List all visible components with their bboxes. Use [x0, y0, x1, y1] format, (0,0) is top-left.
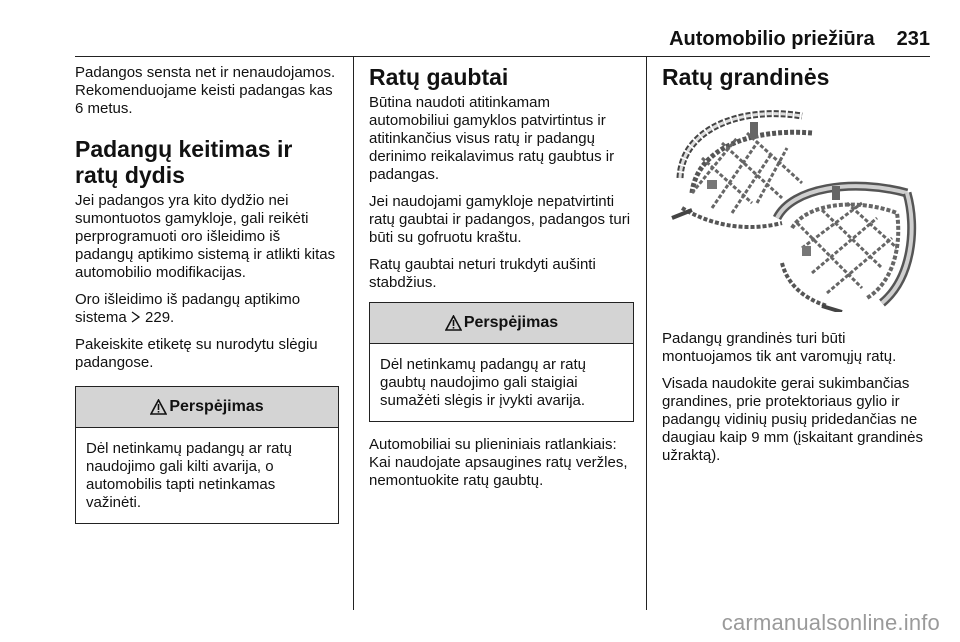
warning-title: Perspėjimas	[463, 314, 559, 331]
paragraph: Būtina naudoti atitinkamam automobiliui gamyklos patvirtintus ir atitinkančius visus ratų ir padangų derinimo reikalavimus ratų gaubtus ir padangas.	[369, 94, 615, 183]
warning-triangle-icon	[445, 315, 462, 331]
header-title: Automobilio priežiūra	[669, 28, 875, 50]
header-rule	[75, 56, 930, 57]
paragraph-text: Oro išleidimo iš padangų aptikimo sistema	[75, 291, 301, 326]
paragraph	[75, 291, 339, 327]
column-3	[662, 64, 930, 474]
paragraph: Jei naudojami gamykloje nepatvirtinti ratų gaubtai ir padangos, padangos turi būti su gofruotu kraštu.	[369, 193, 631, 246]
page-reference-link[interactable]: 229.	[145, 309, 175, 326]
paragraph: Automobiliai su plieniniais ratlankiais: Kai naudojate apsaugines ratų veržles, nemontuokite ratų gaubtų.	[369, 436, 628, 489]
warning-box	[369, 302, 634, 422]
paragraph: Visada naudokite gerai sukimbančias grandines, prie protektoriaus gylio ir padangų vidinių pusių pridedančias ne daugiau kaip 9 mm (įskaitant grandinės užraktą).	[662, 375, 923, 464]
warning-header	[76, 387, 338, 428]
warning-header	[370, 303, 633, 344]
warning-body	[76, 428, 338, 523]
paragraph: Ratų gaubtai neturi trukdyti aušinti stabdžius.	[369, 256, 596, 291]
snow-chains-illustration	[662, 98, 924, 312]
section-title-snow-chains: Ratų grandinės	[662, 64, 830, 90]
paragraph: Pakeiskite etiketę su nurodytu slėgiu padangose.	[75, 336, 318, 371]
watermark: carmanualsonline.info	[721, 610, 940, 635]
warning-body	[370, 344, 633, 421]
section-title-tyre-change: Padangų keitimas ir ratų dydis	[75, 136, 293, 188]
column-divider-1	[353, 56, 354, 610]
warning-triangle-icon	[150, 399, 167, 415]
page-number: 231	[896, 28, 930, 50]
snow-chains-image	[662, 98, 924, 312]
paragraph: Jei padangos yra kito dydžio nei sumontuotos gamykloje, gali reikėti perprogramuoti oro išleidimo iš padangų aptikimo sistemą ir atlikti kitas automobilio modifikacijas.	[75, 192, 336, 281]
page-reference-arrow-icon	[131, 309, 141, 326]
warning-box	[75, 386, 339, 524]
warning-title: Perspėjimas	[169, 398, 264, 415]
section-title-wheel-covers: Ratų gaubtai	[369, 64, 509, 90]
column-1	[75, 64, 339, 538]
warning-text: Dėl netinkamų padangų ar ratų naudojimo gali kilti avarija, o automobilis tapti netinkamas važinėti.	[86, 440, 292, 511]
column-divider-2	[646, 56, 647, 610]
column-2	[369, 64, 634, 499]
paragraph: Padangų grandinės turi būti montuojamos tik ant varomųjų ratų.	[662, 330, 897, 365]
intro-paragraph: Padangos sensta net ir nenaudojamos. Rekomenduojame keisti padangas kas 6 metus.	[75, 64, 336, 117]
page-header	[669, 28, 930, 51]
warning-text: Dėl netinkamų padangų ar ratų gaubtų naudojimo gali staigiai sumažėti slėgis ir įvykti avarija.	[380, 356, 586, 409]
